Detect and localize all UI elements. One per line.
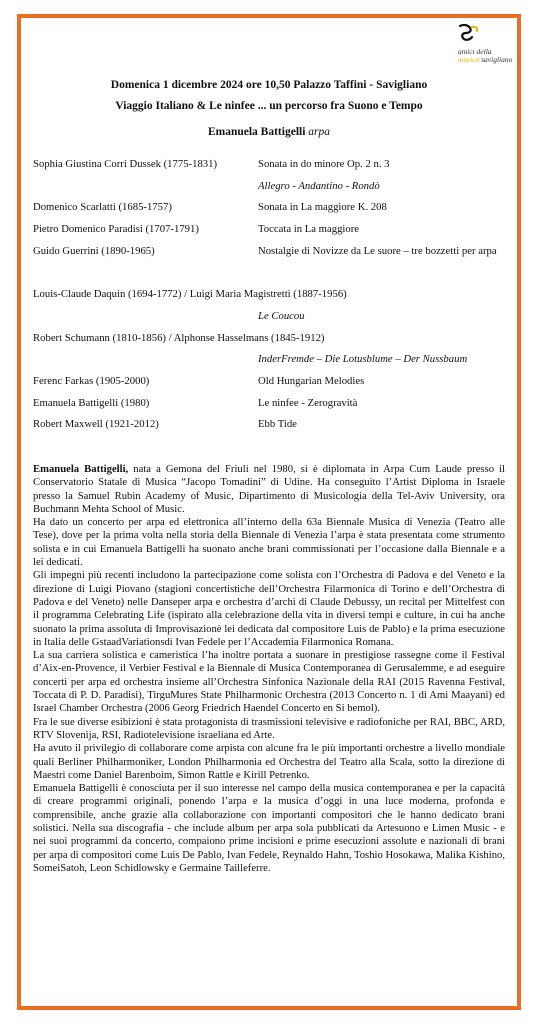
bio-name: Emanuela Battigelli, — [33, 464, 129, 475]
composer: Sophia Giustina Corri Dussek (1775-1831) — [33, 158, 218, 170]
program-row — [33, 284, 513, 306]
work: Nostalgie di Novizze da Le suore – tre bozzetti per arpa — [258, 244, 497, 257]
logo-line1: amici della — [458, 47, 492, 56]
work: InderFremde – Die Lotusblume – Der Nussbaum — [258, 353, 468, 366]
program-row — [33, 306, 513, 328]
bio-paragraph-7: Emanuela Battigelli è conosciuta per il suo interesse nel campo della musica contemporanea e per la capacità di creare programmi originali, ponendo l’arpa e la musica d’oggi in una luce moderna, profonda e comprensibile, anche grazie alla collaborazione con importanti compositori che le hanno dedicato brani solistici. Nella sua discografia - che include album per arpa sola pubblicati da Artesuono e Limen Music - e nei suoi programmi da concerto, compaiono prime incisioni e prime esecuzioni assolute e nazionali di brani per arpa di compositori come Luis De Pablo, Ivan Fedele, Reynaldo Hahn, Toshio Hosokawa, Malika Kishino, SomeiSatoh, Leon Schidlowsky e Germaine Tailleferre. — [33, 783, 505, 874]
concert-title: Viaggio Italiano & Le ninfee ... un percorso fra Suono e Tempo — [115, 100, 423, 112]
composer: Louis-Claude Daquin (1694-1772) / Luigi Maria Magistretti (1887-1956) — [33, 288, 347, 301]
composer: Domenico Scarlatti (1685-1757) — [33, 201, 172, 214]
program-row — [33, 414, 513, 436]
logo-line2: musica savigliano — [458, 55, 513, 64]
composer: Pietro Domenico Paradisi (1707-1791) — [33, 223, 199, 236]
program-row — [33, 241, 513, 284]
bio-paragraph-3: Gli impegni più recenti includono la partecipazione come solista con l’Orchestra di Padova e del Veneto e la direzione di Luigi Piovano (stagioni concertistiche dell’Orchestra Filarmonica di Torino e dell’Orchestra di Padova e del Veneto) nelle Danseper arpa e orchestra d’archi di Claude Debussy, un recital per Mittelfest con il programma Celebrating Life (ispirato alla celebrazione della vita in diversi tempi e culture, in cui ha anche suonato la prima assoluta di Improvisazionè lei dedicata dal compositore Luis de Pablo) e la prima esecuzione in Italia delle GstaadVariationsdi Ivan Fedele per l’Accademia Filarmonica Romana. — [33, 570, 505, 648]
logo — [442, 22, 512, 70]
work: Ebb Tide — [258, 418, 297, 431]
program-row — [33, 393, 513, 415]
composer: Robert Schumann (1810-1856) / Alphonse Hasselmans (1845-1912) — [33, 331, 325, 344]
program-row — [33, 197, 513, 219]
bio-paragraph-2: Ha dato un concerto per arpa ed elettronica all’interno della 63a Biennale Musica di Venezia (Teatro alle Tese), dove per la prima volta nella storia della Biennale di Venezia l’arpa è stata presentata come strumento solista e in cui Emanuela Battigelli ha suonato anche brani commissionati per l’occasione dalla Biennale e a lei dedicati. — [33, 517, 505, 569]
work: Le ninfee - Zerogravità — [258, 396, 358, 409]
program-list — [33, 154, 513, 436]
biography — [33, 463, 505, 875]
program-row — [33, 328, 513, 350]
composer: Emanuela Battigelli (1980) — [33, 396, 150, 409]
composer: Guido Guerrini (1890-1965) — [33, 244, 155, 257]
work: Sonata in La maggiore K. 208 — [258, 201, 387, 214]
program-row — [33, 219, 513, 241]
program-row — [33, 349, 513, 371]
composer: Ferenc Farkas (1905-2000) — [33, 374, 150, 387]
program-row — [33, 371, 513, 393]
work: Toccata in La maggiore — [258, 223, 360, 236]
violin-logo-icon — [452, 22, 482, 46]
bio-paragraph-1: Emanuela Battigelli, nata a Gemona del Friuli nel 1980, si è diplomata in Arpa Cum Laude presso il Conservatorio Statale di Musica “Jacopo Tomadini” di Udine. Ha conseguito l’Artist Diploma in Israele presso la Samuel Rubin Academy of Music, Dipartimento di Musicologia della Tel-Aviv University, ora Buchmann Mehta School of Music. — [33, 464, 506, 515]
event-date-venue: Domenica 1 dicembre 2024 ore 10,50 Palazzo Taffini - Savigliano — [110, 79, 428, 91]
work: Allegro - Andantino - Rondò — [258, 179, 380, 192]
program-row — [33, 154, 513, 176]
bio-paragraph-4: La sua carriera solistica e cameristica l’ha inoltre portata a suonare in prestigiose rassegne come il Festival d’Aix-en-Provence, il Verbier Festival e la Biennale di Musica Contemporanea di Gerusalemme, e ad eseguire concerti per arpa ed orchestra insieme all’Orchestra Sinfonica Nazionale della RAI (2015 Ravenna Festival, Toccata di P. D. Paradisi), TirguMures State Philharmonic Orchestra (2013 Concerto n. 1 di Ami Maayani) ed Israel Chamber Orchestra (2006 Georg Friedrich Haendel Concerto en Si bemol). — [33, 650, 505, 715]
work: Sonata in do minore Op. 2 n. 3 — [258, 158, 390, 170]
performer-line: Emanuela Battigelli arpa — [207, 126, 331, 138]
composer: Robert Maxwell (1921-2012) — [33, 418, 159, 431]
bio-paragraph-6: Ha avuto il privilegio di collaborare come arpista con alcune fra le più importanti orchestre a livello mondiale quali Berliner Philharmoniker, London Philharmonia ed Orchestra del Teatro alla Scala, sotto la direzione di Maestri come Daniel Barenboim, Simon Rattle e Kirill Petrenko. — [33, 743, 505, 781]
work: Old Hungarian Melodies — [258, 374, 365, 387]
program-row — [33, 176, 513, 198]
bio-paragraph-5: Fra le sue diverse esibizioni è stata protagonista di trasmissioni televisive e radiofoniche per RAI, BBC, ARD, RTV Slovenija, RSI, Radiotelevisione israeliana ed Arte. — [33, 716, 505, 741]
work: Le Coucou — [258, 309, 305, 322]
